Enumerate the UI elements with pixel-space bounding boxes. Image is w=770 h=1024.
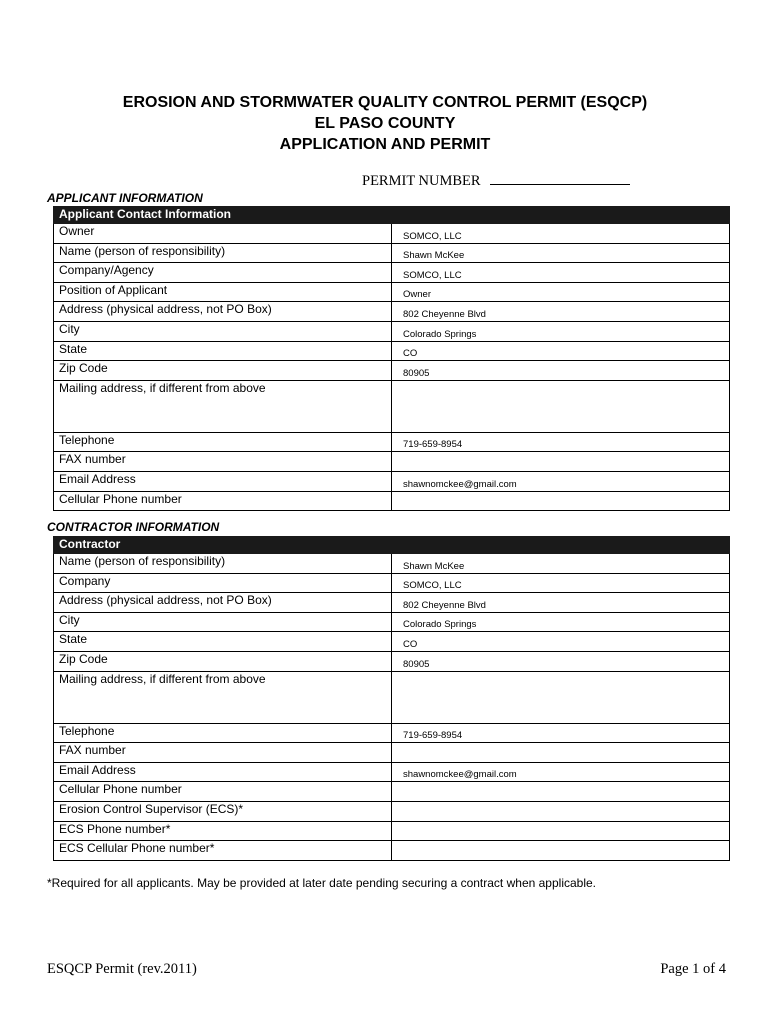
row-label: Position of Applicant <box>54 282 392 302</box>
row-value[interactable]: SOMCO, LLC <box>392 224 730 244</box>
row-label: City <box>54 612 392 632</box>
row-label: FAX number <box>54 743 392 763</box>
title-line-1: EROSION AND STORMWATER QUALITY CONTROL PERMIT (ESQCP) <box>122 94 648 111</box>
table-row <box>54 762 730 782</box>
table-row <box>54 821 730 841</box>
row-value[interactable] <box>392 671 730 723</box>
row-label: City <box>54 321 392 341</box>
row-value[interactable]: 719-659-8954 <box>392 723 730 743</box>
table-row <box>54 452 730 472</box>
row-value[interactable]: 80905 <box>392 361 730 381</box>
row-value[interactable]: Colorado Springs <box>392 321 730 341</box>
row-value[interactable] <box>392 743 730 763</box>
applicant-table <box>53 206 730 511</box>
row-label: State <box>54 341 392 361</box>
row-value[interactable] <box>392 380 730 432</box>
title-line-3: APPLICATION AND PERMIT <box>279 136 491 153</box>
row-value[interactable] <box>392 841 730 861</box>
row-value[interactable]: Shawn McKee <box>392 554 730 574</box>
table-row <box>54 380 730 432</box>
row-label: Name (person of responsibility) <box>54 554 392 574</box>
row-value[interactable]: SOMCO, LLC <box>392 263 730 283</box>
permit-number-blank[interactable] <box>490 172 630 185</box>
row-label: Address (physical address, not PO Box) <box>54 593 392 613</box>
row-value[interactable] <box>392 452 730 472</box>
row-value[interactable]: shawnomckee@gmail.com <box>392 471 730 491</box>
table-row <box>54 723 730 743</box>
row-label: Erosion Control Supervisor (ECS)* <box>54 801 392 821</box>
row-label: Telephone <box>54 723 392 743</box>
row-value[interactable]: 719-659-8954 <box>392 432 730 452</box>
row-value[interactable] <box>392 801 730 821</box>
row-value[interactable]: Shawn McKee <box>392 243 730 263</box>
table-row <box>54 321 730 341</box>
table-row <box>54 282 730 302</box>
table-row <box>54 801 730 821</box>
row-value[interactable]: SOMCO, LLC <box>392 573 730 593</box>
table-row <box>54 782 730 802</box>
table-row <box>54 263 730 283</box>
row-value[interactable]: Colorado Springs <box>392 612 730 632</box>
footer-page-number: Page 1 of 4 <box>660 961 726 977</box>
permit-number-field <box>362 172 630 190</box>
row-label: Name (person of responsibility) <box>54 243 392 263</box>
row-label: Address (physical address, not PO Box) <box>54 302 392 322</box>
row-label: State <box>54 632 392 652</box>
table-row <box>54 841 730 861</box>
contractor-table-header: Contractor <box>54 537 730 554</box>
footer-form-id: ESQCP Permit (rev.2011) <box>47 961 197 977</box>
row-label: Company/Agency <box>54 263 392 283</box>
row-label: Telephone <box>54 432 392 452</box>
row-label: Zip Code <box>54 651 392 671</box>
row-label: FAX number <box>54 452 392 472</box>
row-value[interactable] <box>392 782 730 802</box>
document-title <box>0 92 770 155</box>
permit-number-label: PERMIT NUMBER <box>362 173 481 189</box>
table-row <box>54 361 730 381</box>
row-label: Mailing address, if different from above <box>54 671 392 723</box>
table-row <box>54 341 730 361</box>
table-row <box>54 243 730 263</box>
row-label: Zip Code <box>54 361 392 381</box>
table-row <box>54 671 730 723</box>
table-row <box>54 471 730 491</box>
table-row <box>54 224 730 244</box>
title-line-2: EL PASO COUNTY <box>314 115 456 132</box>
row-value[interactable]: 80905 <box>392 651 730 671</box>
table-row <box>54 593 730 613</box>
contractor-section-title: CONTRACTOR INFORMATION <box>47 520 220 534</box>
row-value[interactable]: CO <box>392 341 730 361</box>
applicant-section-title: APPLICANT INFORMATION <box>47 191 203 205</box>
table-row <box>54 302 730 322</box>
table-row <box>54 491 730 511</box>
row-label: ECS Phone number* <box>54 821 392 841</box>
row-value[interactable] <box>392 821 730 841</box>
table-row <box>54 573 730 593</box>
row-label: Company <box>54 573 392 593</box>
row-label: ECS Cellular Phone number* <box>54 841 392 861</box>
row-value[interactable]: 802 Cheyenne Blvd <box>392 302 730 322</box>
table-row <box>54 432 730 452</box>
table-row <box>54 612 730 632</box>
table-row <box>54 651 730 671</box>
table-row <box>54 743 730 763</box>
contractor-table <box>53 536 730 861</box>
row-label: Owner <box>54 224 392 244</box>
row-value[interactable]: shawnomckee@gmail.com <box>392 762 730 782</box>
table-row <box>54 554 730 574</box>
row-label: Cellular Phone number <box>54 491 392 511</box>
required-note: *Required for all applicants. May be provided at later date pending securing a contract when applicable. <box>47 876 596 890</box>
row-label: Mailing address, if different from above <box>54 380 392 432</box>
row-value[interactable] <box>392 491 730 511</box>
row-value[interactable]: Owner <box>392 282 730 302</box>
row-label: Email Address <box>54 762 392 782</box>
table-row <box>54 632 730 652</box>
row-label: Email Address <box>54 471 392 491</box>
row-value[interactable]: CO <box>392 632 730 652</box>
row-value[interactable]: 802 Cheyenne Blvd <box>392 593 730 613</box>
applicant-table-header: Applicant Contact Information <box>54 207 730 224</box>
row-label: Cellular Phone number <box>54 782 392 802</box>
